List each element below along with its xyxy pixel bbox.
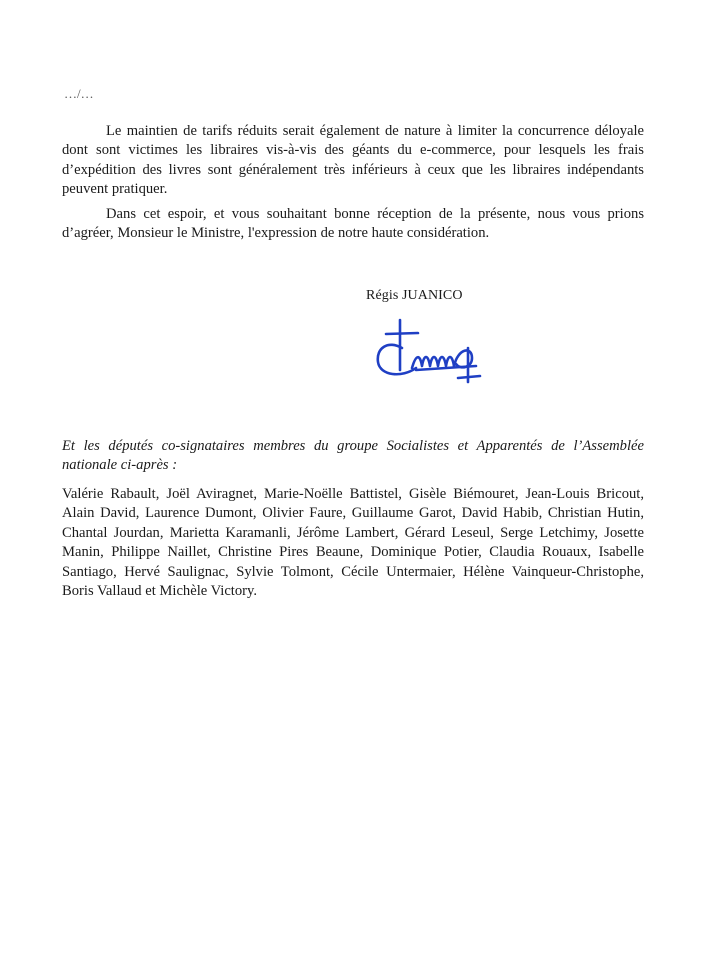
handwritten-signature-icon xyxy=(372,318,492,386)
paragraph-closing: Dans cet espoir, et vous souhaitant bonne réception de la présente, nous vous prions d’agréer, Monsieur le Ministre, l'expression de notre haute considération. xyxy=(62,206,644,242)
continuation-mark: …/… xyxy=(64,86,94,101)
cosignatories-list: Valérie Rabault, Joël Aviragnet, Marie-Noëlle Battistel, Gisèle Biémouret, Jean-Louis Bricout, Alain David, Laurence Dumont, Olivier Faure, Guillaume Garot, David Habib, Christian Hutin, Chantal Jourdan, Marietta Karamanli, Jérôme Lambert, Gérard Leseul, Serge Letchimy, Josette Manin, Philippe Naillet, Christine Pires Beaune, Dominique Potier, Claudia Rouaux, Isabelle Santiago, Hervé Saulignac, Sylvie Tolmont, Cécile Untermaier, Hélène Vainqueur-Christophe, Boris Vallaud et Michèle Victory. xyxy=(62,486,644,600)
signer-name: Régis JUANICO xyxy=(366,288,463,303)
cosignatories-intro: Et les députés co-signataires membres du groupe Socialistes et Apparentés de l’Assemblée nationale ci-après : xyxy=(62,438,644,474)
paragraph-reduced-rates: Le maintien de tarifs réduits serait également de nature à limiter la concurrence déloyale dont sont victimes les libraires vis-à-vis des géants du e-commerce, pour lesquels les frais d’expédition des livres sont généralement très inférieurs à ceux que les libraires indépendants peuvent pratiquer. xyxy=(62,123,644,198)
